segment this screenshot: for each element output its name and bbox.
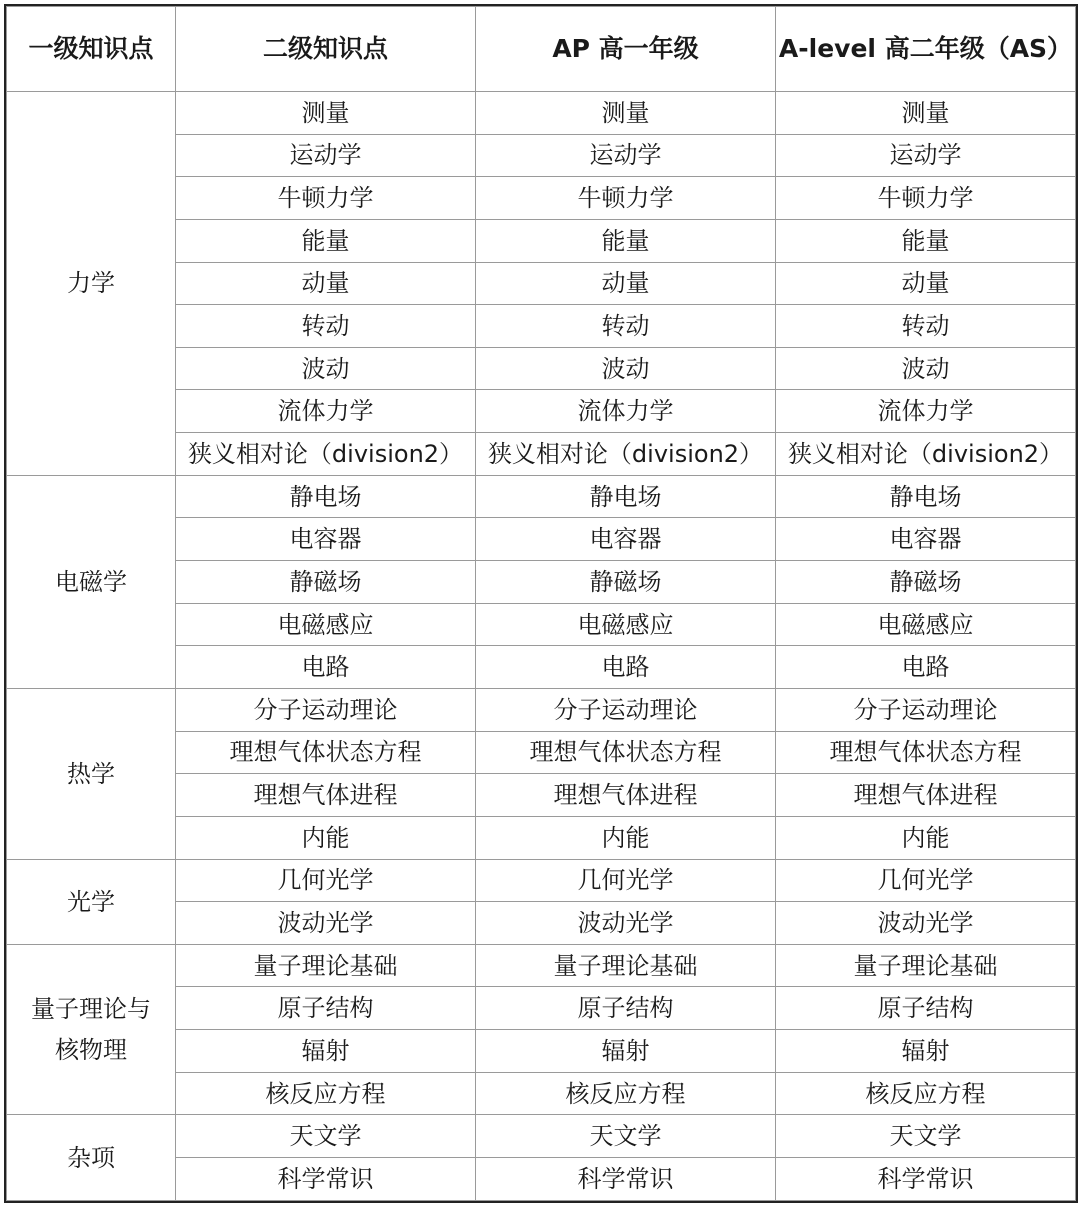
alevel-cell: 分子运动理论	[776, 688, 1076, 731]
alevel-cell: 静电场	[776, 475, 1076, 518]
topic-cell: 转动	[176, 305, 476, 348]
ap-cell: 电磁感应	[476, 603, 776, 646]
ap-cell: 波动	[476, 347, 776, 390]
ap-cell: 天文学	[476, 1115, 776, 1158]
group-name-cell: 杂项	[7, 1115, 176, 1201]
alevel-cell: 运动学	[776, 134, 1076, 177]
table-row	[7, 859, 1076, 902]
topic-cell: 波动	[176, 347, 476, 390]
ap-cell: 原子结构	[476, 987, 776, 1030]
group-name-cell: 力学	[7, 92, 176, 476]
alevel-cell: 牛顿力学	[776, 177, 1076, 220]
alevel-cell: 科学常识	[776, 1158, 1076, 1201]
alevel-cell: 几何光学	[776, 859, 1076, 902]
topic-cell: 牛顿力学	[176, 177, 476, 220]
ap-cell: 理想气体进程	[476, 774, 776, 817]
table-row	[7, 1115, 1076, 1158]
ap-cell: 几何光学	[476, 859, 776, 902]
ap-cell: 动量	[476, 262, 776, 305]
ap-cell: 牛顿力学	[476, 177, 776, 220]
ap-cell: 内能	[476, 816, 776, 859]
alevel-cell: 狭义相对论（division2）	[776, 433, 1076, 476]
alevel-cell: 流体力学	[776, 390, 1076, 433]
alevel-cell: 核反应方程	[776, 1072, 1076, 1115]
topic-cell: 动量	[176, 262, 476, 305]
header-level1: 一级知识点	[7, 7, 176, 92]
group-name-cell: 光学	[7, 859, 176, 944]
group-name-cell: 量子理论与核物理	[7, 944, 176, 1115]
topic-cell: 波动光学	[176, 902, 476, 945]
alevel-cell: 静磁场	[776, 561, 1076, 604]
topic-cell: 狭义相对论（division2）	[176, 433, 476, 476]
alevel-cell: 内能	[776, 816, 1076, 859]
alevel-cell: 电路	[776, 646, 1076, 689]
ap-cell: 量子理论基础	[476, 944, 776, 987]
alevel-cell: 天文学	[776, 1115, 1076, 1158]
group-name-cell: 热学	[7, 688, 176, 859]
alevel-cell: 能量	[776, 219, 1076, 262]
topic-cell: 静磁场	[176, 561, 476, 604]
table-row	[7, 688, 1076, 731]
ap-cell: 辐射	[476, 1030, 776, 1073]
topic-cell: 能量	[176, 219, 476, 262]
table-row	[7, 944, 1076, 987]
topic-cell: 电容器	[176, 518, 476, 561]
ap-cell: 狭义相对论（division2）	[476, 433, 776, 476]
topic-cell: 几何光学	[176, 859, 476, 902]
table-row	[7, 92, 1076, 135]
topic-cell: 流体力学	[176, 390, 476, 433]
ap-cell: 测量	[476, 92, 776, 135]
alevel-cell: 波动	[776, 347, 1076, 390]
ap-cell: 电容器	[476, 518, 776, 561]
topic-cell: 辐射	[176, 1030, 476, 1073]
alevel-cell: 动量	[776, 262, 1076, 305]
ap-cell: 分子运动理论	[476, 688, 776, 731]
ap-cell: 静电场	[476, 475, 776, 518]
topic-cell: 分子运动理论	[176, 688, 476, 731]
topic-cell: 静电场	[176, 475, 476, 518]
ap-cell: 能量	[476, 219, 776, 262]
ap-cell: 转动	[476, 305, 776, 348]
alevel-cell: 波动光学	[776, 902, 1076, 945]
ap-cell: 静磁场	[476, 561, 776, 604]
header-row	[7, 7, 1076, 92]
alevel-cell: 原子结构	[776, 987, 1076, 1030]
header-ap: AP 高一年级	[476, 7, 776, 92]
ap-cell: 理想气体状态方程	[476, 731, 776, 774]
topic-cell: 量子理论基础	[176, 944, 476, 987]
topic-cell: 核反应方程	[176, 1072, 476, 1115]
topic-cell: 天文学	[176, 1115, 476, 1158]
topic-cell: 科学常识	[176, 1158, 476, 1201]
alevel-cell: 测量	[776, 92, 1076, 135]
header-level2: 二级知识点	[176, 7, 476, 92]
ap-cell: 科学常识	[476, 1158, 776, 1201]
topic-cell: 理想气体进程	[176, 774, 476, 817]
topic-cell: 理想气体状态方程	[176, 731, 476, 774]
table-row	[7, 475, 1076, 518]
alevel-cell: 转动	[776, 305, 1076, 348]
ap-cell: 电路	[476, 646, 776, 689]
ap-cell: 核反应方程	[476, 1072, 776, 1115]
alevel-cell: 电容器	[776, 518, 1076, 561]
ap-cell: 流体力学	[476, 390, 776, 433]
ap-cell: 运动学	[476, 134, 776, 177]
table-body	[7, 92, 1076, 1201]
ap-cell: 波动光学	[476, 902, 776, 945]
knowledge-point-table	[6, 6, 1076, 1201]
topic-cell: 测量	[176, 92, 476, 135]
topic-cell: 运动学	[176, 134, 476, 177]
alevel-cell: 电磁感应	[776, 603, 1076, 646]
alevel-cell: 理想气体状态方程	[776, 731, 1076, 774]
topic-cell: 电磁感应	[176, 603, 476, 646]
topic-cell: 电路	[176, 646, 476, 689]
topic-cell: 内能	[176, 816, 476, 859]
header-alevel: A-level 高二年级（AS）	[776, 7, 1076, 92]
alevel-cell: 量子理论基础	[776, 944, 1076, 987]
topic-cell: 原子结构	[176, 987, 476, 1030]
alevel-cell: 辐射	[776, 1030, 1076, 1073]
alevel-cell: 理想气体进程	[776, 774, 1076, 817]
group-name-cell: 电磁学	[7, 475, 176, 688]
